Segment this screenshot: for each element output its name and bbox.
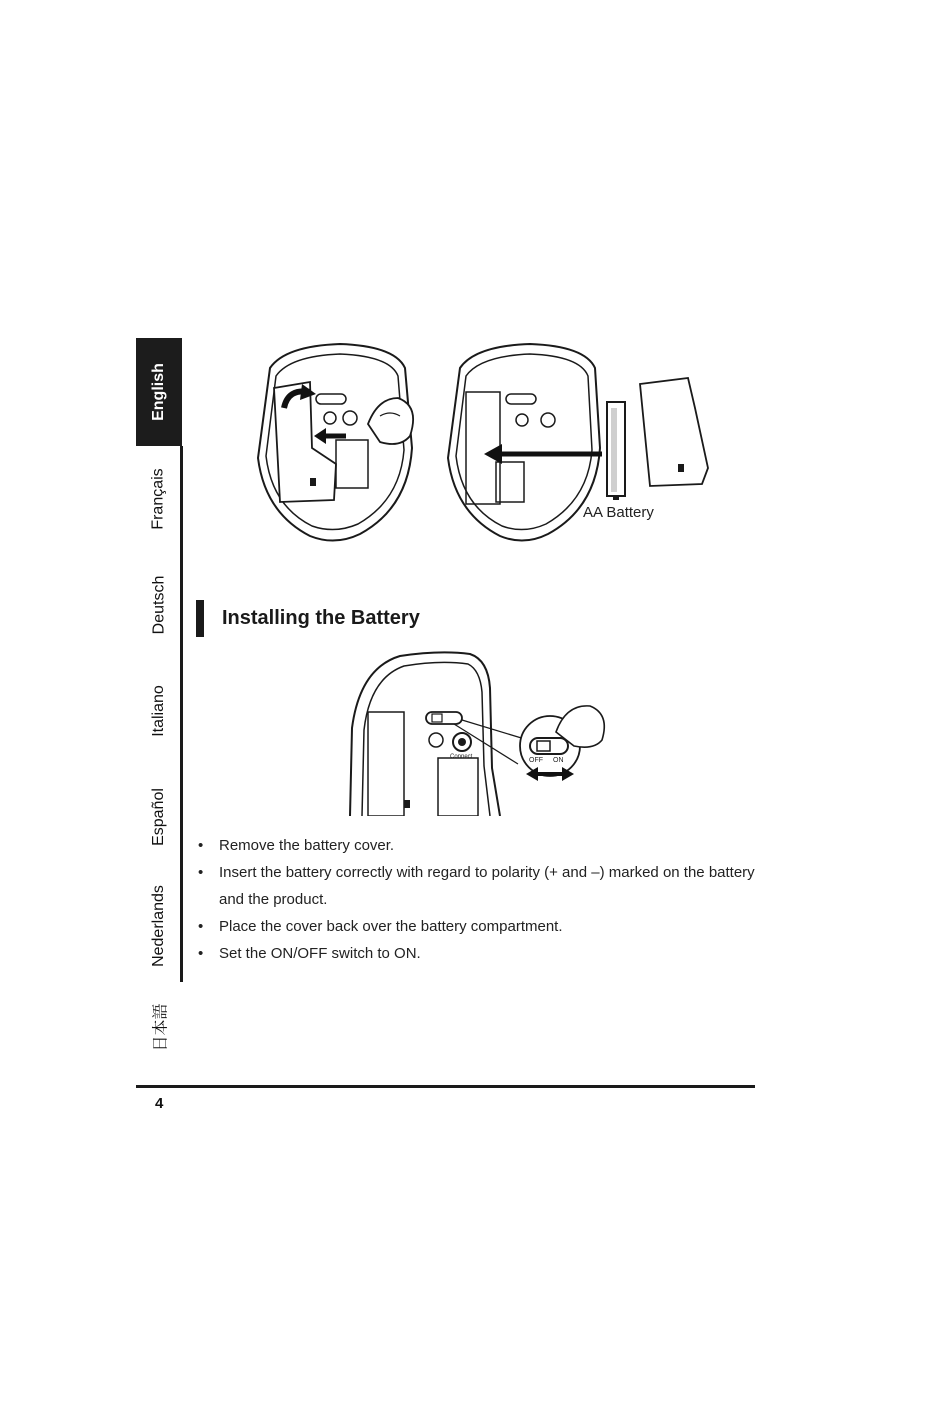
heading-accent-bar bbox=[196, 600, 204, 637]
list-item: • Remove the battery cover. bbox=[196, 832, 756, 859]
mouse-underside-battery-icon bbox=[440, 338, 720, 553]
connect-label-zoom: Connect bbox=[450, 754, 473, 760]
switch-on-label-zoom: ON bbox=[553, 757, 564, 764]
lang-tab-label: English bbox=[150, 363, 167, 421]
lang-tab-divider bbox=[180, 764, 183, 870]
list-item: • Insert the battery correctly with regard to polarity (+ and –) marked on the battery and the product. bbox=[196, 859, 756, 913]
section-heading: Installing the Battery bbox=[222, 607, 420, 629]
instruction-list bbox=[196, 832, 756, 967]
lang-tab-label: 日本語 bbox=[152, 1002, 170, 1052]
lang-tab-nederlands[interactable] bbox=[136, 870, 182, 982]
lang-tab-italiano[interactable] bbox=[136, 658, 182, 764]
lang-tab-english[interactable] bbox=[136, 338, 182, 446]
page-number: 4 bbox=[155, 1095, 164, 1112]
remove-cover-illustration bbox=[240, 338, 440, 553]
lang-tab-divider bbox=[180, 870, 183, 982]
lang-tab-japanese[interactable] bbox=[136, 982, 182, 1072]
power-switch-illustration bbox=[340, 648, 620, 816]
insert-battery-illustration bbox=[440, 338, 720, 553]
lang-tab-divider bbox=[180, 658, 183, 764]
lang-tab-label: Nederlands bbox=[150, 885, 168, 967]
lang-tab-label: Italiano bbox=[150, 685, 167, 737]
list-item: • Place the cover back over the battery compartment. bbox=[196, 913, 756, 940]
lang-tab-label: Français bbox=[150, 468, 168, 530]
lang-tab-deutsch[interactable] bbox=[136, 552, 182, 658]
list-item: • Set the ON/OFF switch to ON. bbox=[196, 940, 756, 967]
lang-tab-label: Deutsch bbox=[150, 575, 168, 635]
lang-tab-label: Español bbox=[150, 788, 168, 846]
mouse-underside-cover-open-icon bbox=[240, 338, 440, 553]
lang-tab-francais[interactable] bbox=[136, 446, 182, 552]
footer-divider bbox=[136, 1085, 755, 1088]
lang-tab-espanol[interactable] bbox=[136, 764, 182, 870]
lang-tab-divider bbox=[180, 552, 183, 658]
aa-battery-label: AA Battery bbox=[583, 504, 654, 521]
mouse-power-switch-icon bbox=[340, 648, 620, 816]
lang-tab-divider bbox=[180, 446, 183, 552]
switch-off-label-zoom: OFF bbox=[529, 757, 543, 764]
